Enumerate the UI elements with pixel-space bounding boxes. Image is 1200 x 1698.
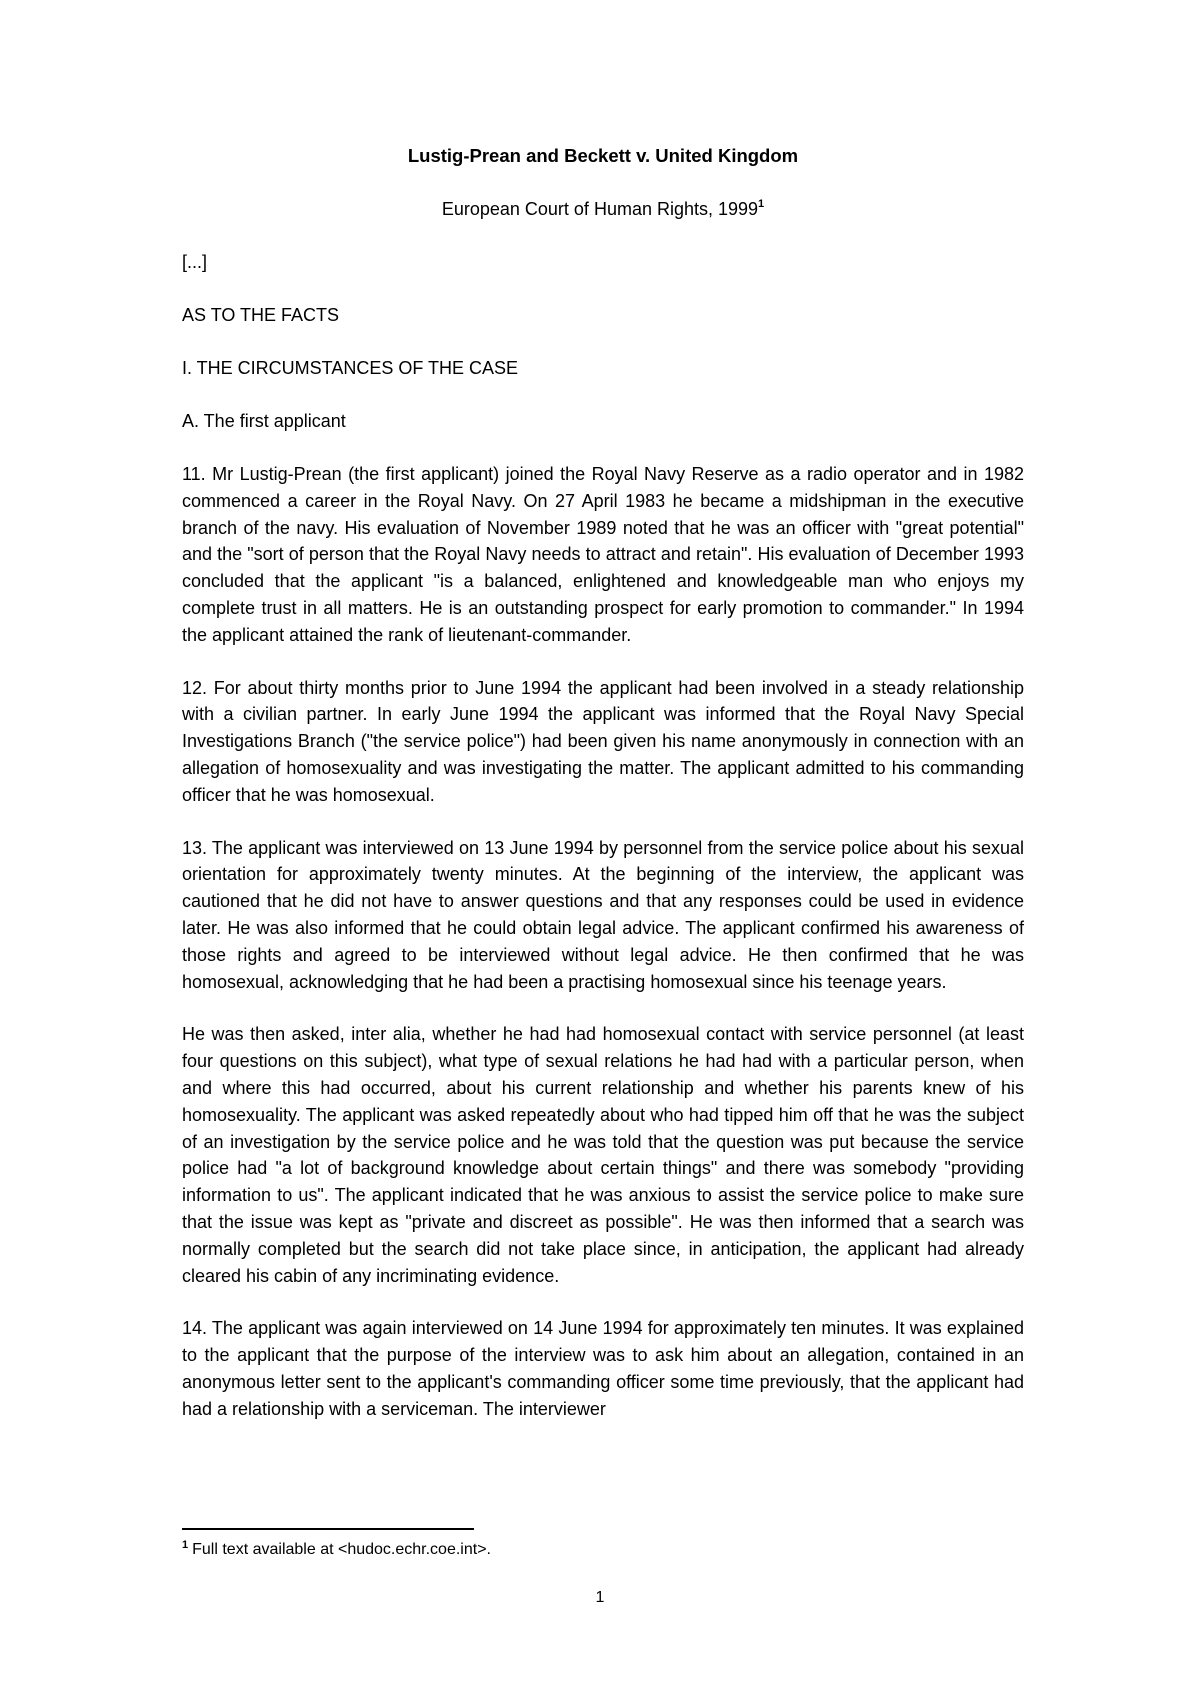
footnote-separator — [182, 1528, 474, 1530]
section-heading-circumstances: I. THE CIRCUMSTANCES OF THE CASE — [182, 358, 519, 378]
section-heading-facts: AS TO THE FACTS — [182, 305, 340, 325]
footnote — [182, 1540, 491, 1560]
paragraph-13: 13. The applicant was interviewed on 13 June 1994 by personnel from the service police about his sexual orientation for approximately twenty minutes. At the beginning of the interview, the applicant was cautioned that he did not have to answer questions and that any responses could be used in evidence later. He was also informed that he could obtain legal advice. The applicant confirmed his awareness of those rights and agreed to be interviewed without legal advice. He then confirmed that he was homosexual, acknowledging that he had been a practising homosexual since his teenage years. — [182, 837, 1024, 992]
page-number: 1 — [595, 1589, 605, 1606]
paragraph-13-continued: He was then asked, inter alia, whether he had had homosexual contact with service personnel (at least four questions on this subject), what type of sexual relations he had had with a particular person, when and where this had occurred, about his current relationship and whether his parents knew of his homosexuality. The applicant was asked repeatedly about who had tipped him off that he was the subject of an investigation by the service police and he was told that the question was put because the service police had "a lot of background knowledge about certain things" and there was somebody "providing information to us". The applicant indicated that he was anxious to assist the service police to make sure that the issue was kept as "private and discreet as possible". He was then informed that a search was normally completed but the search did not take place since, in anticipation, the applicant had already cleared his cabin of any incriminating evidence. — [182, 1024, 1024, 1286]
paragraph-11: 11. Mr Lustig-Prean (the first applicant) joined the Royal Navy Reserve as a radio operator and in 1982 commenced a career in the Royal Navy. On 27 April 1983 he became a midshipman in the executive branch of the navy. His evaluation of November 1989 noted that he was an officer with "great potential" and the "sort of person that the Royal Navy needs to attract and retain". His evaluation of December 1993 concluded that the applicant "is a balanced, enlightened and knowledgeable man who enjoys my complete trust in all matters. He is an outstanding prospect for early promotion to commander." In 1994 the applicant attained the rank of lieutenant-commander. — [182, 464, 1024, 645]
paragraph-12: 12. For about thirty months prior to June 1994 the applicant had been involved in a steady relationship with a civilian partner. In early June 1994 the applicant was informed that the Royal Navy Special Investigations Branch ("the service police") had been given his name anonymously in connection with an allegation of homosexuality and was investigating the matter. The applicant admitted to his commanding officer that he was homosexual. — [182, 677, 1024, 805]
ellipsis-marker: [...] — [182, 252, 208, 272]
paragraph-14: 14. The applicant was again interviewed on 14 June 1994 for approximately ten minutes. It was explained to the applicant that the purpose of the interview was to ask him about an allegation, contained in an anonymous letter sent to the applicant's commanding officer some time previously, that the applicant had had a relationship with a serviceman. The interviewer — [182, 1318, 1024, 1419]
document-subtitle — [182, 196, 1024, 222]
subtitle-text: European Court of Human Rights, 1999 — [441, 199, 759, 219]
footnote-text: Full text available at <hudoc.echr.coe.int>. — [192, 1541, 491, 1558]
subsection-heading-first-applicant: A. The first applicant — [182, 411, 346, 431]
page-body — [182, 143, 1024, 1423]
footnote-reference[interactable]: 1 — [758, 198, 765, 210]
document-title: Lustig-Prean and Beckett v. United Kingdom — [407, 145, 799, 166]
footnote-marker: 1 — [182, 1539, 189, 1551]
